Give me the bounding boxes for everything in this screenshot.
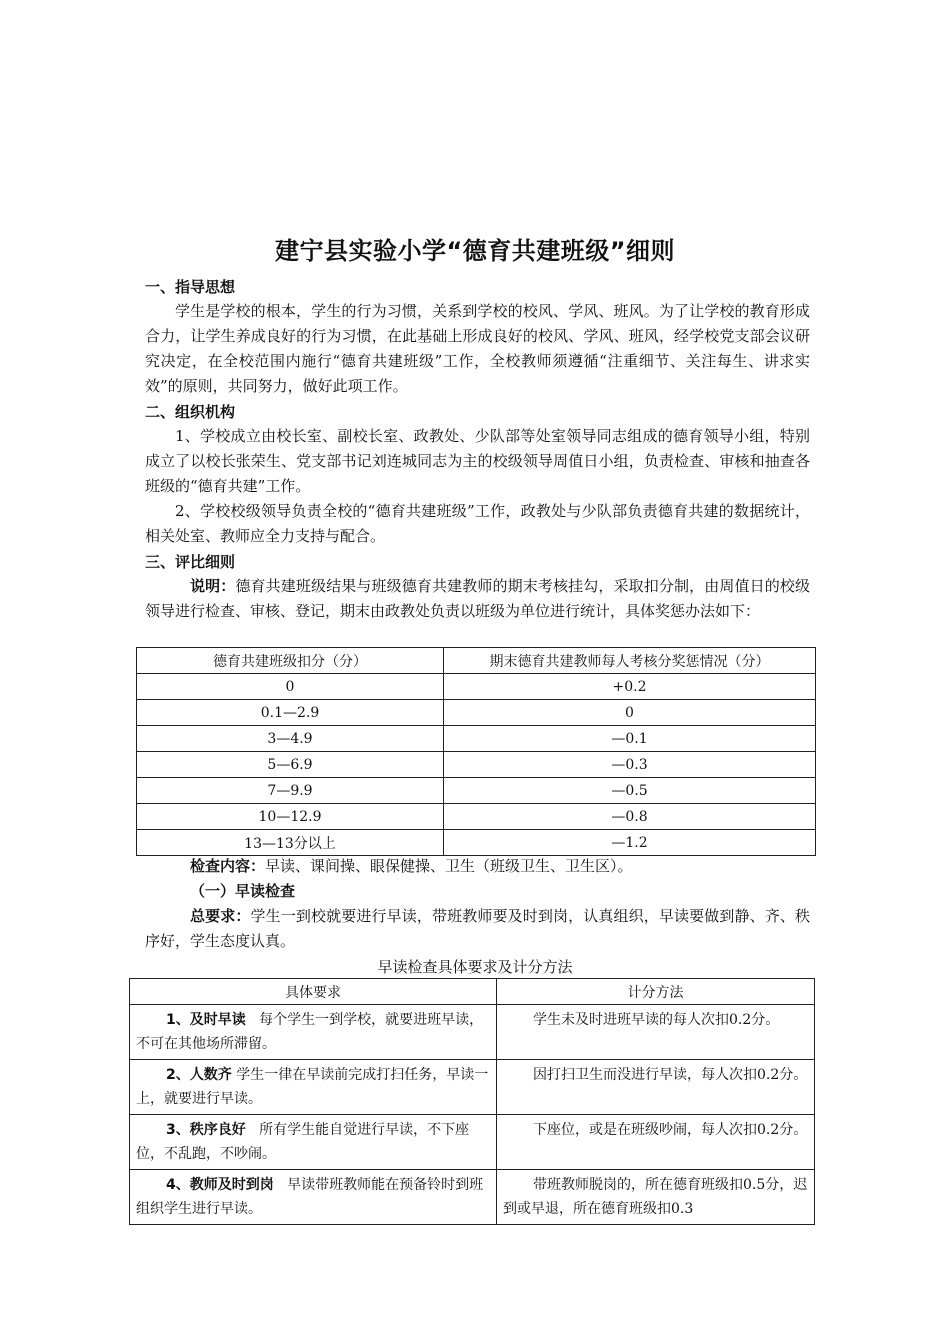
check-content-label: 检查内容： — [190, 857, 266, 875]
requirement-text: 学生一律在早读前完成打扫任务，早读一上，就要进行早读。 — [136, 1067, 489, 1107]
table-header-cell: 具体要求 — [130, 979, 497, 1005]
requirement-title: 4、教师及时到岗 — [166, 1177, 274, 1193]
score-cell — [497, 1115, 815, 1170]
note-label: 说明： — [190, 577, 236, 595]
check-content-line — [145, 854, 810, 879]
table-row — [137, 726, 816, 752]
general-requirement-paragraph — [145, 904, 810, 954]
requirement-cell — [130, 1005, 497, 1060]
requirement-text: 早读带班教师能在预备铃时到班组织学生进行早读。 — [136, 1177, 484, 1217]
note-text: 德育共建班级结果与班级德育共建教师的期末考核挂勾，采取扣分制，由周值日的校级领导进行检查、审核、登记，期末由政教处负责以班级为单位进行统计，具体奖惩办法如下： — [145, 577, 810, 620]
table-cell: 3—4.9 — [137, 726, 444, 752]
table-row — [130, 1115, 815, 1170]
score-cell — [497, 1170, 815, 1225]
table-row — [137, 674, 816, 700]
requirement-cell — [130, 1170, 497, 1225]
general-requirement-text: 学生一到校就要进行早读，带班教师要及时到岗，认真组织，早读要做到静、齐、秩序好，学生态度认真。 — [145, 907, 810, 950]
check-content-text: 早读、课间操、眼保健操、卫生（班级卫生、卫生区）。 — [265, 857, 633, 875]
table-row — [130, 1005, 815, 1060]
table-row — [137, 700, 816, 726]
organization-paragraph-2: 2、学校校级领导负责全校的“德育共建班级”工作，政教处与少队部负责德育共建的数据统计，相关处室、教师应全力支持与配合。 — [145, 502, 810, 545]
table-cell: +0.2 — [444, 674, 816, 700]
table-caption: 早读检查具体要求及计分方法 — [377, 958, 573, 976]
score-text: 学生未及时进班早读的每人次扣0.2分。 — [533, 1012, 780, 1028]
requirement-text: 每个学生一到学校，就要进班早读，不可在其他场所滞留。 — [136, 1012, 484, 1052]
requirement-cell — [130, 1060, 497, 1115]
general-requirement-label: 总要求： — [190, 907, 251, 925]
score-cell — [497, 1005, 815, 1060]
deduction-table — [136, 647, 816, 856]
score-cell — [497, 1060, 815, 1115]
evaluation-note-paragraph — [145, 574, 810, 624]
score-text: 带班教师脱岗的，所在德育班级扣0.5分，迟到或早退，所在德育班级扣0.3 — [503, 1177, 808, 1217]
table-cell: —0.8 — [444, 804, 816, 830]
table-header-row — [137, 648, 816, 674]
table-cell: —0.3 — [444, 752, 816, 778]
table-cell: 10—12.9 — [137, 804, 444, 830]
table-cell: 5—6.9 — [137, 752, 444, 778]
table-cell: 13—13分以上 — [137, 830, 444, 856]
table-header-row — [130, 979, 815, 1005]
guiding-thought-paragraph: 学生是学校的根本，学生的行为习惯，关系到学校的校风、学风、班风。为了让学校的教育形成合力，让学生养成良好的行为习惯，在此基础上形成良好的校风、学风、班风，经学校党支部会议研究决定，在全校范围内施行“德育共建班级”工作，全校教师须遵循“注重细节、关注每生、讲求实效”的原则，共同努力，做好此项工作。 — [145, 302, 810, 395]
table-cell: —0.1 — [444, 726, 816, 752]
table-row — [137, 752, 816, 778]
table-header-cell: 德育共建班级扣分（分） — [137, 648, 444, 674]
organization-paragraph-1: 1、学校成立由校长室、副校长室、政教处、少队部等处室领导同志组成的德育领导小组，特别成立了以校长张荣生、党支部书记刘连城同志为主的校级领导周值日小组，负责检查、审核和抽查各班级的“德育共建”工作。 — [145, 427, 810, 495]
requirement-title: 2、人数齐 — [166, 1067, 232, 1083]
morning-reading-table — [129, 978, 815, 1225]
table-row — [130, 1060, 815, 1115]
requirement-title: 3、秩序良好 — [166, 1122, 246, 1138]
table-cell: —0.5 — [444, 778, 816, 804]
requirement-cell — [130, 1115, 497, 1170]
table-row — [137, 830, 816, 856]
document-title: 建宁县实验小学“德育共建班级”细则 — [274, 237, 676, 265]
requirement-text: 所有学生能自觉进行早读，不下座位，不乱跑，不吵闹。 — [136, 1122, 470, 1162]
table-header-cell: 期末德育共建教师每人考核分奖惩情况（分） — [444, 648, 816, 674]
table-cell: 7—9.9 — [137, 778, 444, 804]
section-heading-organization: 二、组织机构 — [145, 403, 236, 421]
score-text: 下座位，或是在班级吵闹，每人次扣0.2分。 — [533, 1122, 808, 1138]
section-heading-evaluation: 三、评比细则 — [145, 553, 236, 571]
table-header-cell: 计分方法 — [497, 979, 815, 1005]
subsection-heading-morning-reading: （一）早读检查 — [190, 882, 296, 900]
table-cell: —1.2 — [444, 830, 816, 856]
table-cell: 0 — [137, 674, 444, 700]
section-heading-guiding-thought: 一、指导思想 — [145, 278, 236, 296]
table-row — [130, 1170, 815, 1225]
table-row — [137, 778, 816, 804]
requirement-title: 1、及时早读 — [166, 1012, 246, 1028]
table-cell: 0.1—2.9 — [137, 700, 444, 726]
table-row — [137, 804, 816, 830]
table-cell: 0 — [444, 700, 816, 726]
score-text: 因打扫卫生而没进行早读，每人次扣0.2分。 — [533, 1067, 808, 1083]
